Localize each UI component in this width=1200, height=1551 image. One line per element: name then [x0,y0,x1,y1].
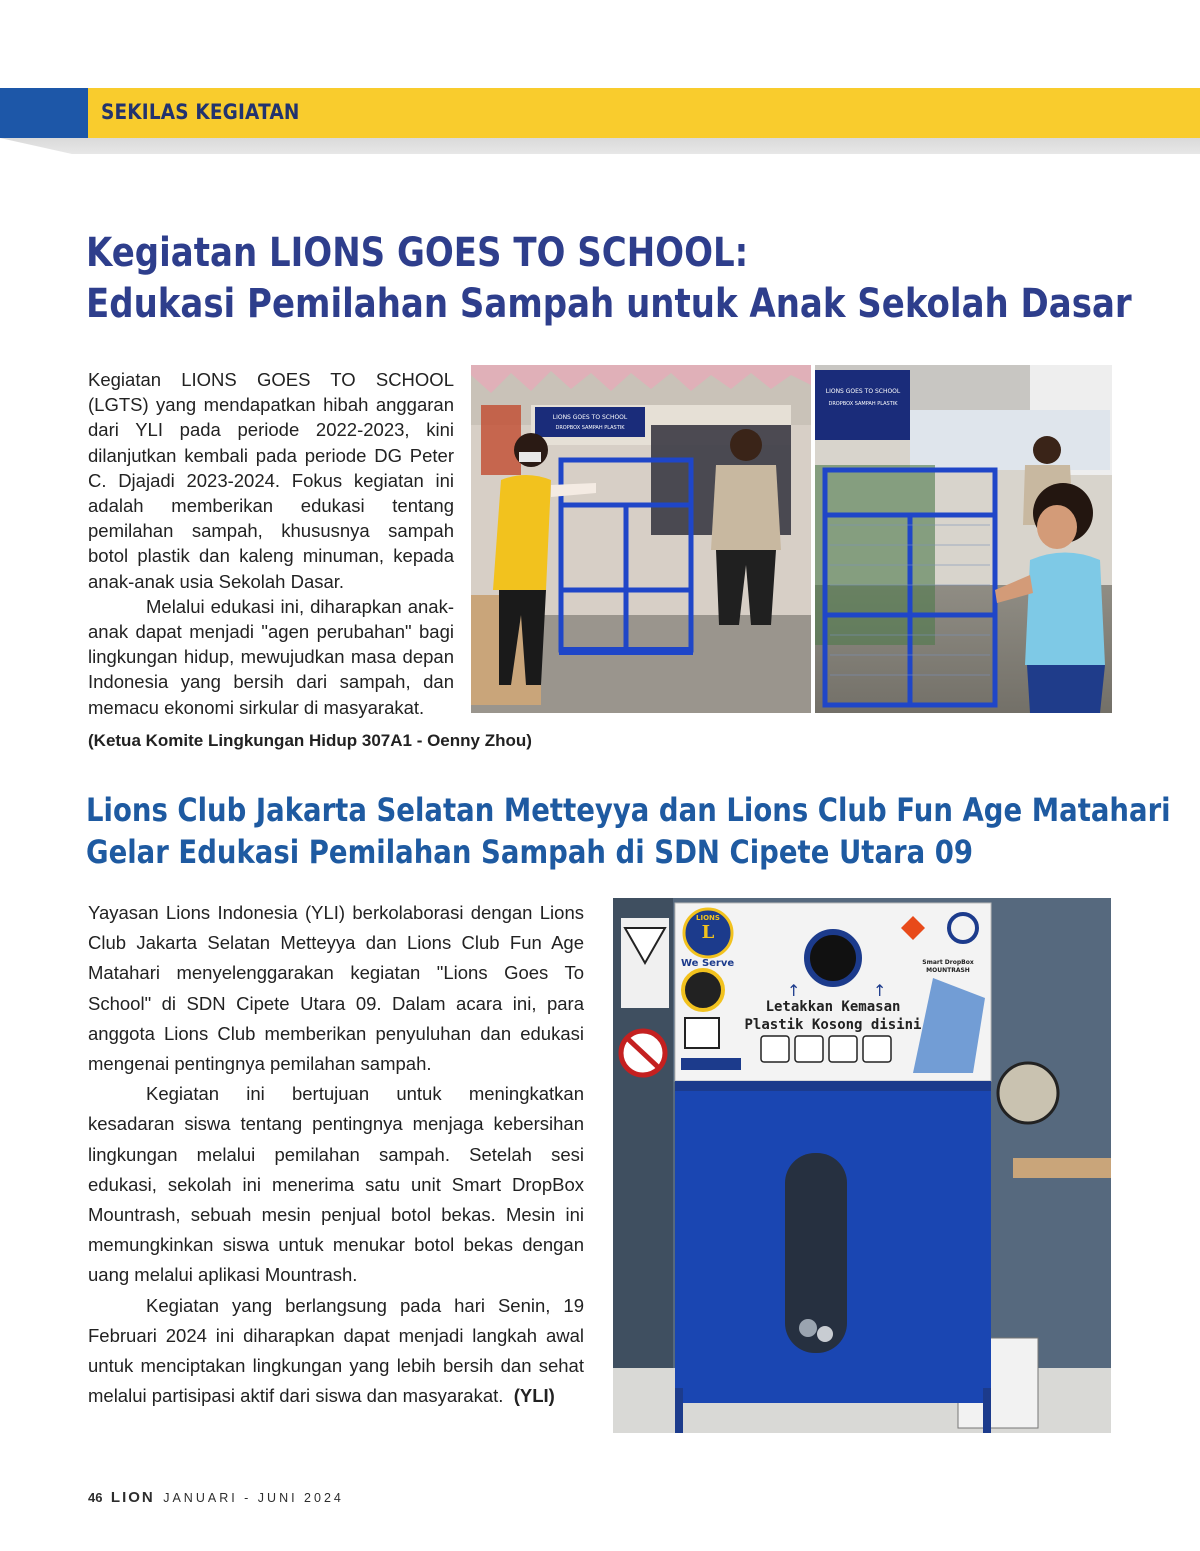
article2-paragraph-last [88,1291,584,1412]
page-footer [88,1489,344,1507]
article1-paragraph: Kegiatan LIONS GOES TO SCHOOL (LGTS) yang mendapatkan hibah anggaran dari YLI pada periode 2022-2023, kini dilanjutkan kembali pada periode DG Peter C. Djajadi 2023-2024. Fokus kegiatan ini adalah memberikan edukasi tentang pemilahan sampah, khususnya sampah botol plastik dan kaleng minuman, kepada anak-anak usia Sekolah Dasar. [88,369,454,592]
svg-text:↑: ↑ [873,981,887,1000]
page-number: 46 [88,1490,103,1505]
svg-text:↑: ↑ [787,981,801,1000]
photo3-brand-line2: MOUNTRASH [926,967,970,974]
article2-photo-dropbox [613,898,1111,1433]
article1-paragraph: Melalui edukasi ini, diharapkan anak-anak dapat menjadi "agen perubahan" bagi lingkungan hidup, mewujudkan masa depan Indonesia yang bersih dari sampah, dan memacu ekonomi sirkular di masyarakat. [88,595,454,718]
photo-student-illustration [815,365,1112,713]
photo2-banner-line1: LIONS GOES TO SCHOOL [825,388,901,395]
article2-title-line1: Lions Club Jakarta Selatan Metteyya dan Lions Club Fun Age Matahari [86,791,1171,829]
photo3-we-serve: We Serve [681,958,735,969]
article2-signature: (YLI) [513,1385,555,1407]
article1-title-line1: Kegiatan LIONS GOES TO SCHOOL: [86,230,749,276]
article2-title-line2: Gelar Edukasi Pemilahan Sampah di SDN Cipete Utara 09 [86,833,974,871]
article1-title-line2: Edukasi Pemilahan Sampah untuk Anak Sekolah Dasar [86,281,1132,327]
photo1-banner-line2: DROPBOX SAMPAH PLASTIK [555,425,625,431]
section-label: SEKILAS KEGIATAN [101,100,300,124]
article2-title [86,789,1171,873]
magazine-name: LION [110,1489,155,1506]
article1-photo-volunteer [471,365,811,713]
photo-volunteer-illustration [471,365,811,713]
article2-body [88,898,584,1411]
header-accent-blue [0,88,88,138]
photo-dropbox-illustration [613,898,1111,1433]
photo3-logo-text: LIONS [696,914,720,922]
article1-caption: (Ketua Komite Lingkungan Hidup 307A1 - Oenny Zhou) [88,731,532,750]
photo3-brand-line1: Smart DropBox [922,959,974,966]
photo1-banner-line1: LIONS GOES TO SCHOOL [552,414,628,421]
article2-paragraph: Kegiatan yang berlangsung pada hari Senin, 19 Februari 2024 ini diharapkan dapat menjadi langkah awal untuk menciptakan lingkungan yang lebih bersih dan sehat melalui partisipasi aktif dari siswa dan masyarakat. [88,1294,584,1407]
header-shadow-strip [0,138,1200,154]
photo3-instruction-line1: Letakkan Kemasan [765,999,901,1015]
article1-photo-student [815,365,1112,713]
article1-body [88,367,454,720]
photo3-instruction-line2: Plastik Kosong disini [744,1017,922,1033]
issue-date: JANUARI - JUNI 2024 [163,1491,344,1505]
article1-title [86,228,1132,330]
article2-paragraph: Kegiatan ini bertujuan untuk meningkatkan kesadaran siswa tentang pentingnya menjaga kebersihan lingkungan melalui pemilahan sampah. Setelah sesi edukasi, sekolah ini menerima satu unit Smart DropBox Mountrash, sebuah mesin penjual botol bekas. Mesin ini memungkinkan siswa untuk menukar botol bekas dengan uang melalui aplikasi Mountrash. [88,1083,584,1286]
photo2-banner-line2: DROPBOX SAMPAH PLASTIK [828,401,898,407]
article2-paragraph: Yayasan Lions Indonesia (YLI) berkolaborasi dengan Lions Club Jakarta Selatan Metteyya dan Lions Club Fun Age Matahari menyelenggarakan kegiatan "Lions Goes To School" di SDN Cipete Utara 09. Dalam acara ini, para anggota Lions Club memberikan penyuluhan dan edukasi mengenai pentingnya pemilahan sampah. [88,902,584,1075]
svg-text:L: L [701,922,715,943]
